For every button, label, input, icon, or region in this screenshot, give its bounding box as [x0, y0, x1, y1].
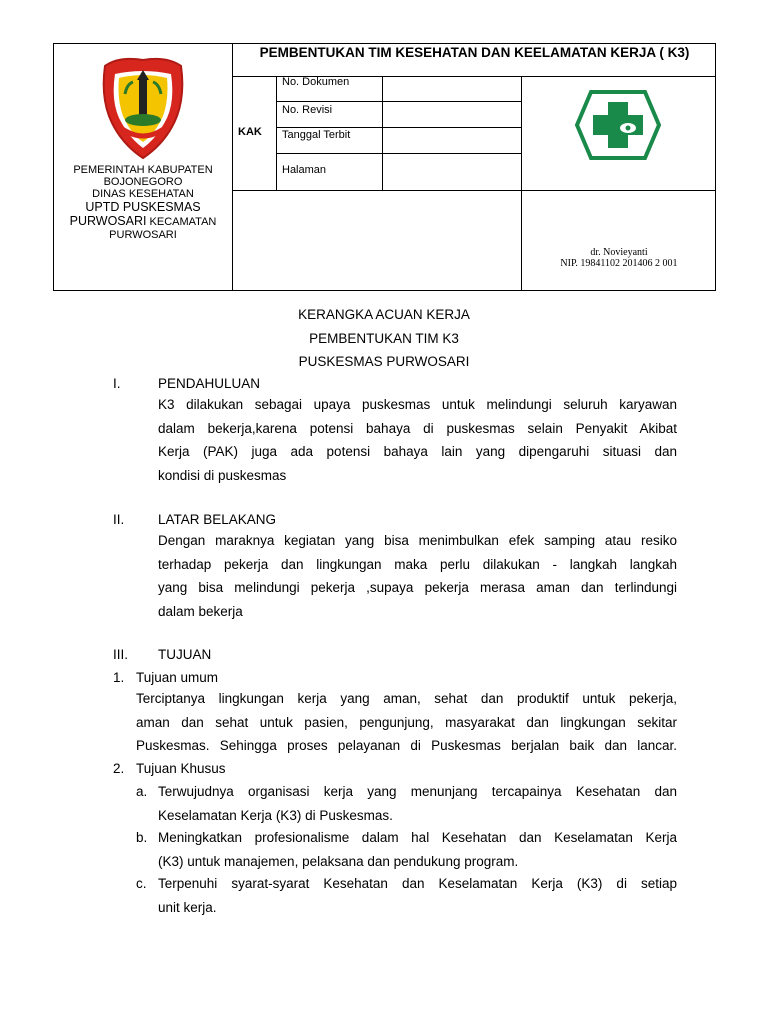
paragraph-line: unit kerja.: [158, 899, 217, 915]
divider: [276, 76, 277, 190]
paragraph-line: Puskesmas. Sehingga proses pelayanan di Puskesmas berjalan baik dan lancar.: [136, 738, 677, 753]
kecamatan-label: KECAMATAN: [146, 216, 217, 228]
paragraph-line: Keselamatan Kerja (K3) di Puskesmas.: [158, 807, 393, 823]
uptd-line: UPTD PUSKESMAS: [85, 200, 201, 214]
org-line: PEMERINTAH KABUPATEN: [73, 164, 213, 176]
paragraph-line: terhadap pekerja dan lingkungan maka perlu dilakukan - langkah langkah: [158, 556, 677, 572]
signer-block: [522, 247, 716, 269]
paragraph-line: K3 dilakukan sebagai upaya puskesmas untuk melindungi seluruh karyawan: [158, 397, 677, 412]
field-halaman: Halaman: [282, 164, 327, 176]
heading-block: [0, 303, 768, 374]
divider: [232, 44, 233, 291]
signer-nip: NIP. 19841102 201406 2 001: [560, 258, 678, 269]
subsection-paragraph: [136, 687, 677, 758]
org-name-block: [54, 164, 232, 241]
paragraph-line: kondisi di puskesmas: [158, 467, 287, 483]
heading-line: KERANGKA ACUAN KERJA: [298, 307, 470, 322]
list-number: 2.: [113, 761, 125, 776]
paragraph-line: Dengan maraknya kegiatan yang bisa menimbulkan efek samping atau resiko: [158, 533, 677, 548]
document-title: PEMBENTUKAN TIM KESEHATAN DAN KEELAMATAN KERJA ( K3): [259, 45, 690, 60]
section-title: LATAR BELAKANG: [158, 512, 277, 527]
list-item: [158, 826, 677, 873]
list-letter: a.: [136, 784, 148, 799]
list-item: [158, 780, 677, 827]
paragraph-line: aman dan sehat untuk pasien, pengunjung, masyarakat dan lingkungan sekitar: [136, 714, 677, 730]
divider: [276, 101, 521, 102]
list-number: 1.: [113, 670, 125, 685]
header-table: [53, 43, 716, 291]
bojonegoro-crest-logo: [97, 54, 189, 162]
purwosari-subline: PURWOSARI: [109, 229, 177, 241]
puskesmas-logo: [575, 90, 661, 160]
paragraph-line: dalam bekerja: [158, 603, 243, 619]
divider: [276, 153, 521, 154]
field-no-revisi: No. Revisi: [282, 104, 333, 116]
paragraph-line: Terwujudnya organisasi kerja yang menunjang tercapainya Kesehatan dan: [158, 784, 677, 799]
paragraph-line: dalam bekerja,karena potensi bahaya di puskesmas selain Penyakit Akibat: [158, 420, 677, 436]
field-no-dokumen: No. Dokumen: [282, 76, 350, 88]
section-title: PENDAHULUAN: [158, 376, 261, 391]
purwosari-label: PURWOSARI: [69, 214, 147, 228]
paragraph-line: Kerja (PAK) juga ada potensi bahaya lain yang dipengaruhi situasi dan: [158, 444, 677, 459]
signer-name: dr. Novieyanti: [590, 247, 648, 258]
divider: [382, 76, 383, 190]
list-letter: c.: [136, 876, 147, 891]
kak-label: KAK: [238, 126, 262, 138]
paragraph-line: Meningkatkan profesionalisme dalam hal Kesehatan dan Keselamatan Kerja: [158, 830, 677, 845]
section-number: II.: [113, 512, 125, 527]
org-line: BOJONEGORO: [103, 176, 183, 188]
section-paragraph: [158, 529, 677, 623]
field-tanggal-terbit: Tanggal Terbit: [282, 129, 351, 141]
paragraph-line: Terciptanya lingkungan kerja yang aman, sehat dan produktif untuk pekerja,: [136, 691, 677, 706]
subsection-title: Tujuan umum: [136, 670, 219, 685]
section-number: I.: [113, 376, 121, 391]
heading-line: PUSKESMAS PURWOSARI: [298, 354, 470, 369]
list-item: [158, 872, 677, 919]
list-letter: b.: [136, 830, 148, 845]
divider: [232, 190, 716, 191]
subsection-title: Tujuan Khusus: [136, 761, 226, 776]
paragraph-line: yang bisa melindungi pekerja ,supaya pekerja merasa aman dan terlindungi: [158, 580, 677, 595]
section-paragraph: [158, 393, 677, 487]
divider: [276, 127, 521, 128]
paragraph-line: (K3) untuk manajemen, pelaksana dan pendukung program.: [158, 853, 519, 869]
heading-line: PEMBENTUKAN TIM K3: [309, 330, 459, 346]
section-title: TUJUAN: [158, 647, 212, 662]
section-number: III.: [113, 647, 129, 662]
org-line: DINAS KESEHATAN: [92, 188, 194, 200]
paragraph-line: Terpenuhi syarat-syarat Kesehatan dan Keselamatan Kerja (K3) di setiap: [158, 876, 677, 891]
